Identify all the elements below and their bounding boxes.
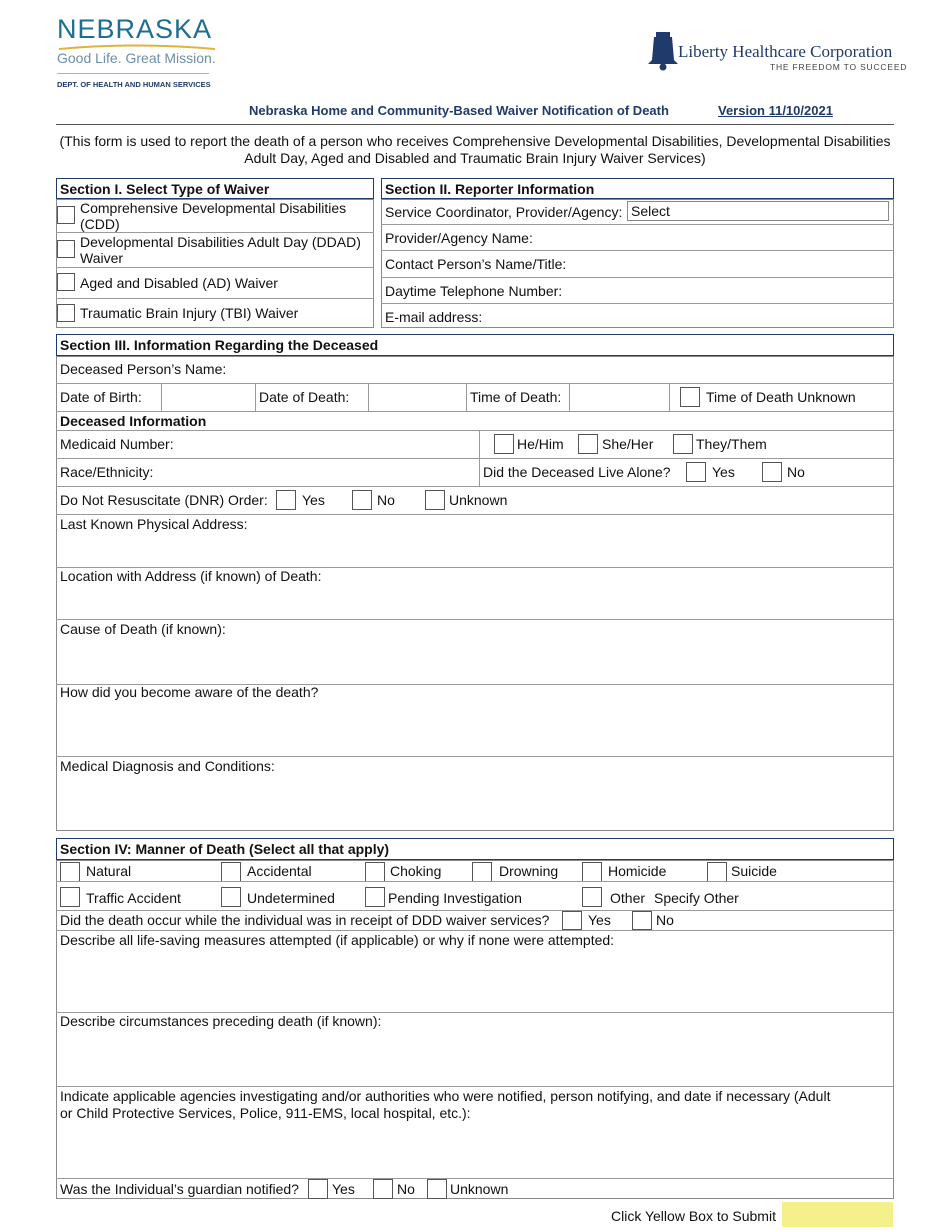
section-4-header: Section IV: Manner of Death (Select all that apply): [56, 838, 894, 860]
lifesaving-field[interactable]: [57, 950, 893, 1011]
choking-checkbox[interactable]: [365, 862, 385, 882]
pending-investigation-checkbox[interactable]: [365, 887, 385, 907]
live-alone-no-checkbox[interactable]: [762, 462, 782, 482]
section-2-header: Section II. Reporter Information: [381, 178, 894, 199]
contact-label: Contact Person’s Name/Title:: [385, 256, 567, 272]
dob-field[interactable]: [162, 384, 254, 410]
form-version: Version 11/10/2021: [718, 103, 833, 118]
liberty-logo: [646, 32, 908, 76]
form-title: Nebraska Home and Community-Based Waiver Notification of Death: [249, 103, 669, 118]
guardian-no-label: No: [397, 1181, 415, 1197]
guardian-unknown-checkbox[interactable]: [427, 1179, 447, 1199]
submit-instruction: Click Yellow Box to Submit: [611, 1208, 776, 1224]
coordinator-label: Service Coordinator, Provider/Agency:: [385, 204, 623, 220]
live-alone-yes-label: Yes: [712, 464, 735, 480]
dob-label: Date of Birth:: [60, 389, 142, 405]
dnr-yes-label: Yes: [302, 492, 325, 508]
contact-field[interactable]: [570, 252, 891, 274]
dnr-unknown-checkbox[interactable]: [425, 490, 445, 510]
natural-checkbox[interactable]: [60, 862, 80, 882]
intro-line-1: (This form is used to report the death of a person who receives Comprehensive Developmental Disabilities, Developmental Disabilities: [59, 133, 891, 149]
agencies-line-1: Indicate applicable agencies investigating and/or authorities who were notified, person notifying, and date if necessary (Adult: [60, 1088, 831, 1104]
intro-text: [56, 133, 894, 167]
guardian-yes-checkbox[interactable]: [308, 1179, 328, 1199]
circumstances-field[interactable]: [57, 1031, 893, 1085]
she-her-label: She/Her: [602, 436, 654, 452]
ddd-yes-text: Yes: [588, 912, 611, 928]
dnr-yes-checkbox[interactable]: [276, 490, 296, 510]
nebraska-logo: [57, 14, 217, 92]
undetermined-label: Undetermined: [247, 890, 335, 906]
ddd-no-checkbox[interactable]: [632, 911, 652, 930]
specify-other-field[interactable]: [742, 884, 892, 908]
ddd-yes-checkbox[interactable]: [562, 911, 582, 930]
other-label: Other: [610, 890, 646, 906]
dod-label: Date of Death:: [259, 389, 350, 405]
they-them-label: They/Them: [696, 436, 767, 452]
dod-field[interactable]: [369, 384, 465, 410]
accidental-label: Accidental: [247, 863, 312, 879]
company-slogan: THE FREEDOM TO SUCCEED: [770, 62, 908, 72]
race-field[interactable]: [160, 460, 478, 485]
company-name: Liberty Healthcare Corporation: [678, 42, 893, 61]
natural-label: Natural: [86, 863, 132, 879]
live-alone-label: Did the Deceased Live Alone?: [483, 464, 671, 480]
dnr-no-label: No: [377, 492, 395, 508]
logo-dept: DEPT. OF HEALTH AND HUMAN SERVICES: [57, 80, 211, 89]
dnr-label: Do Not Resuscitate (DNR) Order:: [60, 492, 268, 508]
guardian-unknown-label: Unknown: [450, 1181, 509, 1197]
traffic-accident-label: Traffic Accident: [86, 890, 181, 906]
tbi-label: Traumatic Brain Injury (TBI) Waiver: [80, 305, 299, 321]
ddd-no-text: No: [656, 912, 674, 928]
ad-checkbox[interactable]: [57, 273, 75, 291]
dnr-unknown-label: Unknown: [449, 492, 508, 508]
ddd-question-label: Did the death occur while the individual was in receipt of DDD waiver services?: [60, 912, 550, 928]
medicaid-field[interactable]: [178, 432, 478, 456]
live-alone-yes-checkbox[interactable]: [686, 462, 706, 482]
suicide-label: Suicide: [731, 863, 777, 879]
ddad-label: Developmental Disabilities Adult Day (DDAD) Waiver: [80, 234, 361, 266]
phone-label: Daytime Telephone Number:: [385, 283, 563, 299]
cdd-label: Comprehensive Developmental Disabilities (CDD): [80, 200, 347, 232]
location-label: Location with Address (if known) of Death:: [60, 568, 322, 584]
aware-label: How did you become aware of the death?: [60, 684, 319, 700]
they-them-checkbox[interactable]: [673, 434, 693, 454]
deceased-info-title: Deceased Information: [60, 413, 207, 429]
diagnosis-label: Medical Diagnosis and Conditions:: [60, 758, 275, 774]
undetermined-checkbox[interactable]: [221, 887, 241, 907]
submit-button[interactable]: [782, 1202, 893, 1227]
suicide-checkbox[interactable]: [707, 862, 727, 882]
ddad-checkbox[interactable]: [57, 240, 75, 258]
address-field[interactable]: [57, 534, 893, 566]
specify-other-label: Specify Other: [654, 890, 739, 906]
live-alone-no-label: No: [787, 464, 805, 480]
deceased-name-label: Deceased Person’s Name:: [60, 361, 227, 377]
cause-field[interactable]: [57, 639, 893, 683]
intro-line-2: Adult Day, Aged and Disabled and Traumatic Brain Injury Waiver Services): [244, 150, 706, 166]
tod-unknown-checkbox[interactable]: [680, 387, 700, 407]
logo-title: NEBRASKA: [57, 14, 213, 44]
agencies-field[interactable]: [57, 1123, 893, 1177]
dnr-no-checkbox[interactable]: [352, 490, 372, 510]
deceased-name-field[interactable]: [230, 358, 890, 380]
cause-label: Cause of Death (if known):: [60, 621, 226, 637]
coordinator-select[interactable]: Select: [627, 201, 889, 221]
address-label: Last Known Physical Address:: [60, 516, 248, 532]
drowning-checkbox[interactable]: [472, 862, 492, 882]
traffic-accident-checkbox[interactable]: [60, 887, 80, 907]
drowning-label: Drowning: [499, 863, 559, 879]
circumstances-label: Describe circumstances preceding death (if known):: [60, 1013, 382, 1029]
section-3-header: Section III. Information Regarding the Deceased: [56, 334, 894, 356]
logo-tagline: Good Life. Great Mission.: [57, 50, 216, 66]
tod-field[interactable]: [570, 384, 668, 410]
accidental-checkbox[interactable]: [221, 862, 241, 882]
guardian-label: Was the Individual’s guardian notified?: [60, 1181, 299, 1197]
he-him-label: He/Him: [517, 436, 564, 452]
cdd-checkbox[interactable]: [57, 206, 75, 224]
tod-label: Time of Death:: [470, 389, 562, 405]
she-her-checkbox[interactable]: [578, 434, 598, 454]
guardian-no-checkbox[interactable]: [373, 1179, 393, 1199]
liberty-bell-icon: [646, 32, 680, 72]
pending-investigation-label: Pending Investigation: [388, 890, 522, 906]
agency-name-label: Provider/Agency Name:: [385, 230, 533, 246]
choking-label: Choking: [390, 863, 442, 879]
aware-field[interactable]: [57, 702, 893, 755]
agencies-line-2: or Child Protective Services, Police, 911-EMS, local hospital, etc.):: [60, 1105, 471, 1121]
he-him-checkbox[interactable]: [494, 434, 514, 454]
diagnosis-field[interactable]: [57, 776, 893, 830]
race-label: Race/Ethnicity:: [60, 464, 154, 480]
ad-label: Aged and Disabled (AD) Waiver: [80, 275, 278, 291]
location-field[interactable]: [57, 586, 893, 618]
other-checkbox[interactable]: [582, 887, 602, 907]
section-1-header: Section I. Select Type of Waiver: [56, 178, 374, 199]
lifesaving-label: Describe all life-saving measures attempted (if applicable) or why if none were attempted:: [60, 932, 615, 948]
email-label: E-mail address:: [385, 309, 483, 325]
tbi-checkbox[interactable]: [57, 304, 75, 322]
homicide-label: Homicide: [608, 863, 667, 879]
tod-unknown-label: Time of Death Unknown: [706, 389, 856, 405]
homicide-checkbox[interactable]: [582, 862, 602, 882]
agency-name-field[interactable]: [535, 226, 891, 248]
email-field[interactable]: [485, 305, 891, 327]
phone-field[interactable]: [565, 279, 891, 301]
medicaid-label: Medicaid Number:: [60, 436, 174, 452]
guardian-yes-label: Yes: [332, 1181, 355, 1197]
